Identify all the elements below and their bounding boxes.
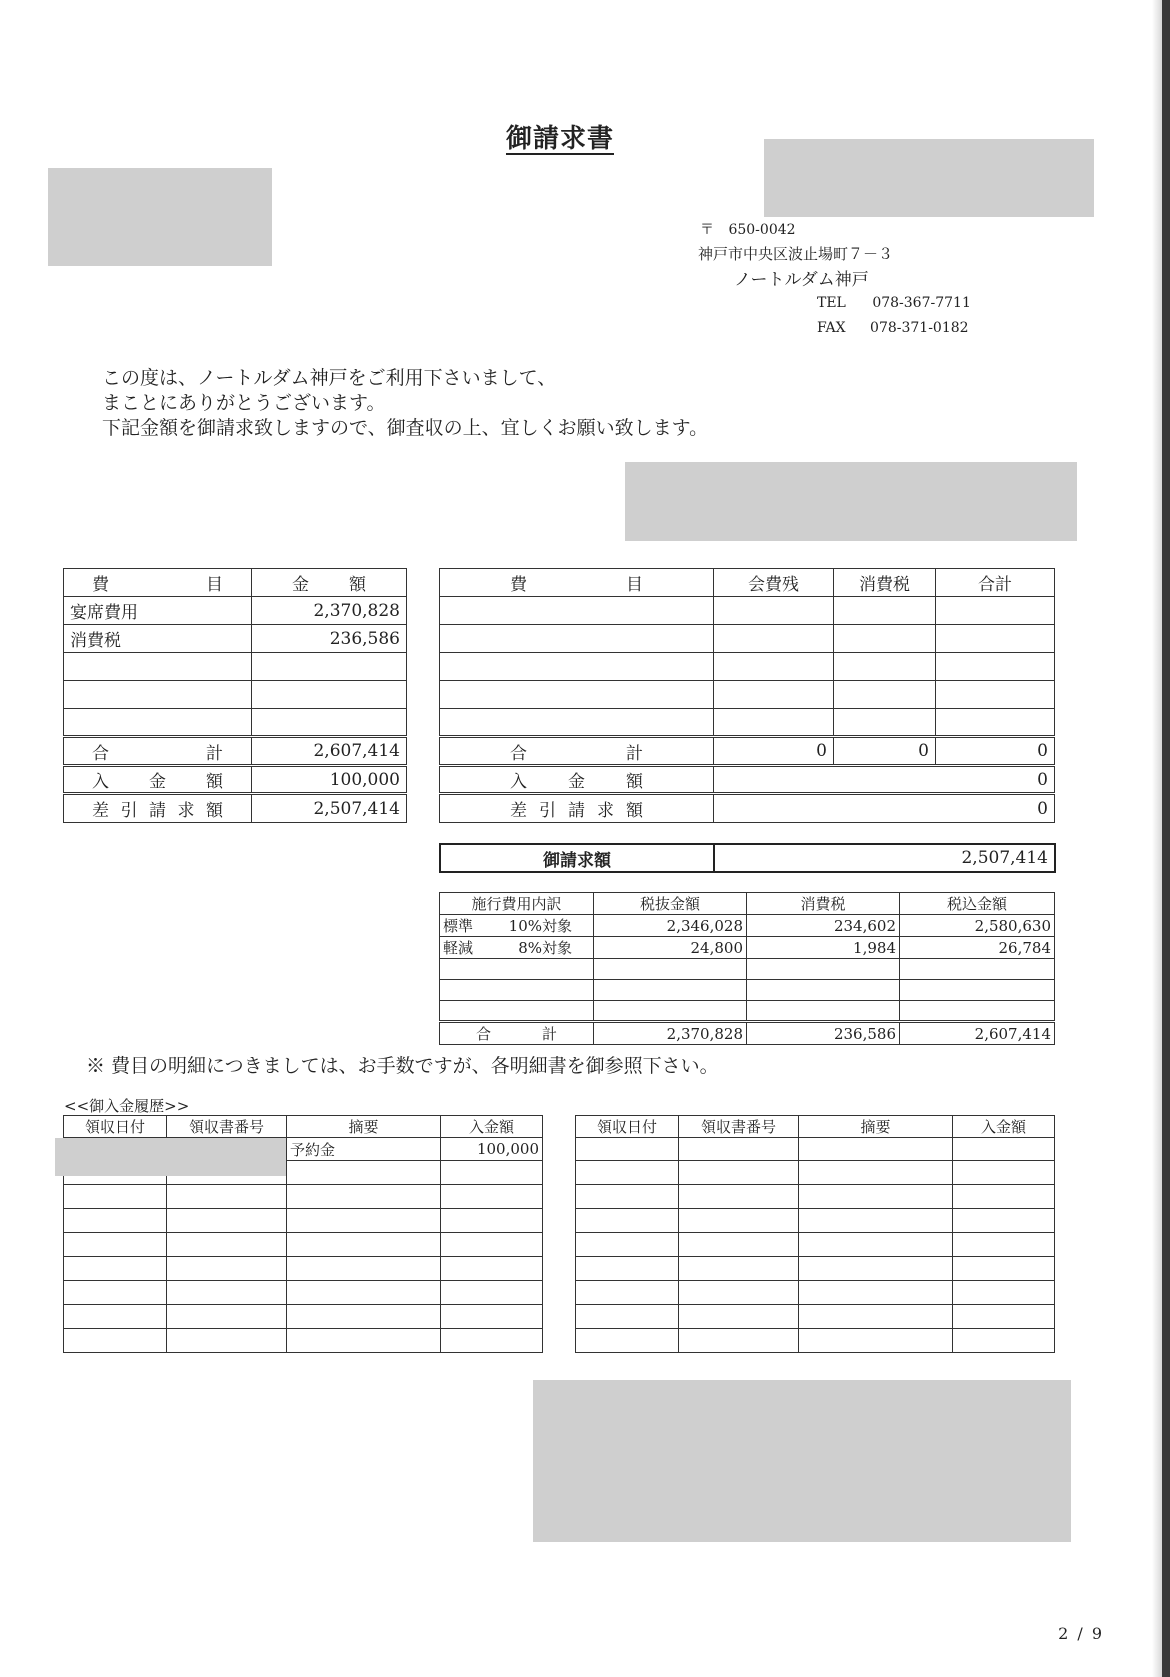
balance-label: 差 引 請 求 額	[64, 794, 252, 823]
table-row	[576, 1233, 1055, 1257]
table-row	[576, 1185, 1055, 1209]
header-amount: 金 額	[252, 569, 407, 597]
table-row	[440, 915, 1055, 937]
item-cell: 宴席費用	[64, 597, 252, 625]
amount-cell: 236,586	[252, 625, 407, 653]
table-row	[64, 1257, 543, 1281]
postal-mark: 〒	[700, 222, 714, 238]
table-row	[64, 709, 407, 737]
total-row	[440, 737, 1055, 766]
breakdown-table	[439, 892, 1055, 1045]
paid-label: 入 金 額	[440, 766, 714, 794]
total-sum: 0	[936, 737, 1055, 766]
paid-amount: 100,000	[252, 766, 407, 794]
item-cell	[64, 709, 252, 737]
fax-number: 078-371-0182	[870, 320, 969, 336]
table-row	[64, 653, 407, 681]
page-edge-shadow	[1152, 0, 1162, 1677]
table-row	[576, 1281, 1055, 1305]
header-item: 費 目	[64, 569, 252, 597]
table-row	[440, 937, 1055, 959]
reference-note: ※ 費目の明細につきましては、お手数ですが、各明細書を御参照下さい。	[86, 1055, 719, 1077]
billed-amount: 2,507,414	[714, 844, 1055, 872]
billed-amount-table	[439, 843, 1056, 873]
intro-line: この度は、ノートルダム神戸をご利用下さいまして、	[102, 367, 557, 389]
right-summary-table	[439, 568, 1055, 823]
table-row	[576, 1209, 1055, 1233]
tel-line	[817, 295, 971, 311]
table-row	[576, 1305, 1055, 1329]
payment-history-label: <<御入金履歴>>	[64, 1097, 190, 1115]
amount-cell: 2,370,828	[252, 597, 407, 625]
total-tax: 236,586	[747, 1022, 900, 1045]
breakdown-label: 軽減 8%対象	[440, 937, 594, 959]
postal-line	[700, 219, 796, 239]
postal-code: 650-0042	[728, 222, 796, 238]
redacted-receipt-info	[55, 1138, 286, 1176]
table-row	[440, 625, 1055, 653]
issuer-address: 神戸市中央区波止場町７－３	[698, 245, 894, 263]
total-row	[64, 737, 407, 766]
breakdown-label: 標準 10%対象	[440, 915, 594, 937]
left-summary-table	[63, 568, 407, 823]
balance-row	[64, 794, 407, 823]
header-date: 領収日付	[64, 1116, 167, 1138]
total-label: 合 計	[440, 737, 714, 766]
table-header-row	[64, 1116, 543, 1138]
redacted-footer-block	[533, 1380, 1071, 1542]
table-row	[440, 653, 1055, 681]
table-row	[576, 1161, 1055, 1185]
table-row	[64, 1185, 543, 1209]
redacted-header-block	[764, 139, 1094, 217]
description-cell: 予約金	[287, 1138, 441, 1161]
paid-row	[64, 766, 407, 794]
table-row	[576, 1329, 1055, 1353]
fax-line	[817, 320, 969, 336]
table-row	[64, 1329, 543, 1353]
table-row	[64, 1209, 543, 1233]
header-breakdown: 施行費用内訳	[440, 893, 594, 915]
table-row	[64, 1281, 543, 1305]
paid-amount: 0	[714, 766, 1055, 794]
item-cell	[64, 653, 252, 681]
total-label: 合 計	[64, 737, 252, 766]
paid-row	[440, 766, 1055, 794]
tel-label: TEL	[817, 295, 846, 311]
tel-number: 078-367-7711	[872, 295, 971, 311]
header-tax: 消費税	[747, 893, 900, 915]
inc-tax-cell: 26,784	[900, 937, 1055, 959]
table-header-row	[440, 893, 1055, 915]
tax-cell: 1,984	[747, 937, 900, 959]
amount-cell	[252, 709, 407, 737]
table-row	[576, 1257, 1055, 1281]
total-remaining: 0	[714, 737, 834, 766]
table-row	[440, 709, 1055, 737]
inc-tax-cell: 2,580,630	[900, 915, 1055, 937]
header-item: 費 目	[440, 569, 714, 597]
total-ex-tax: 2,370,828	[594, 1022, 747, 1045]
balance-label: 差 引 請 求 額	[440, 794, 714, 823]
header-amount: 入金額	[441, 1116, 543, 1138]
item-cell: 消費税	[64, 625, 252, 653]
paid-label: 入 金 額	[64, 766, 252, 794]
redacted-event-info	[625, 462, 1077, 541]
table-header-row	[64, 569, 407, 597]
balance-amount: 2,507,414	[252, 794, 407, 823]
payment-history-table-right	[575, 1115, 1055, 1353]
total-label: 合 計	[440, 1022, 594, 1045]
header-amount: 入金額	[953, 1116, 1055, 1138]
document-title: 御請求書	[505, 124, 614, 154]
header-tax: 消費税	[834, 569, 936, 597]
table-row	[440, 959, 1055, 980]
table-row	[64, 597, 407, 625]
table-row	[440, 1001, 1055, 1022]
table-row	[64, 681, 407, 709]
header-sum: 合計	[936, 569, 1055, 597]
header-description: 摘要	[287, 1116, 441, 1138]
intro-line: まことにありがとうございます。	[102, 392, 386, 414]
amount-cell: 100,000	[441, 1138, 543, 1161]
ex-tax-cell: 24,800	[594, 937, 747, 959]
header-receipt-no: 領収書番号	[679, 1116, 799, 1138]
intro-line: 下記金額を御請求致しますので、御査収の上、宜しくお願い致します。	[102, 417, 709, 439]
total-row	[440, 1022, 1055, 1045]
table-row	[440, 681, 1055, 709]
page-number: 2 / 9	[1058, 1624, 1104, 1643]
fax-label: FAX	[817, 320, 846, 336]
total-amount: 2,607,414	[252, 737, 407, 766]
billed-label: 御請求額	[440, 844, 714, 872]
header-receipt-no: 領収書番号	[167, 1116, 287, 1138]
table-header-row	[576, 1116, 1055, 1138]
table-row	[576, 1138, 1055, 1161]
table-row	[64, 625, 407, 653]
redacted-recipient	[48, 168, 272, 266]
intro-text	[102, 366, 708, 441]
total-inc-tax: 2,607,414	[900, 1022, 1055, 1045]
page-edge	[1162, 0, 1170, 1677]
tax-cell: 234,602	[747, 915, 900, 937]
amount-cell	[252, 681, 407, 709]
total-tax: 0	[834, 737, 936, 766]
header-date: 領収日付	[576, 1116, 679, 1138]
table-row	[440, 980, 1055, 1001]
item-cell	[64, 681, 252, 709]
table-row	[440, 597, 1055, 625]
header-inc-tax: 税込金額	[900, 893, 1055, 915]
header-remaining: 会費残	[714, 569, 834, 597]
balance-row	[440, 794, 1055, 823]
header-description: 摘要	[799, 1116, 953, 1138]
issuer-name: ノートルダム神戸	[734, 270, 869, 290]
table-header-row	[440, 569, 1055, 597]
balance-amount: 0	[714, 794, 1055, 823]
table-row	[64, 1305, 543, 1329]
header-ex-tax: 税抜金額	[594, 893, 747, 915]
amount-cell	[252, 653, 407, 681]
table-row	[64, 1233, 543, 1257]
ex-tax-cell: 2,346,028	[594, 915, 747, 937]
